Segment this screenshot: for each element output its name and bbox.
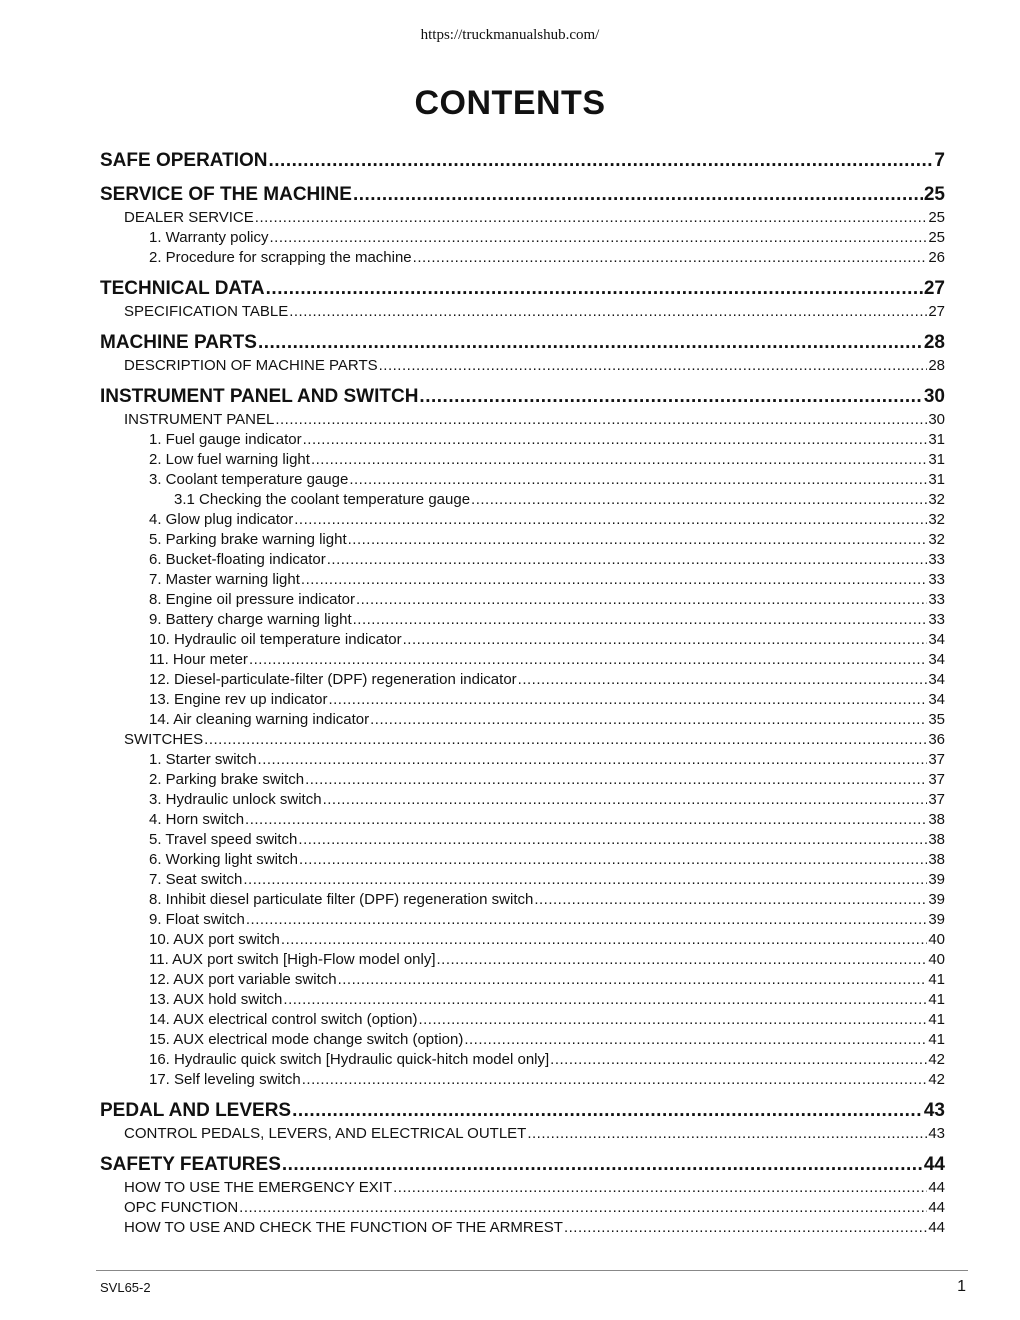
toc-entry-title: 10. Hydraulic oil temperature indicator [149, 631, 402, 648]
toc-entry[interactable] [100, 730, 945, 750]
dot-leader [327, 550, 928, 570]
toc-entry-page: 43 [923, 1100, 945, 1121]
toc-entry[interactable] [100, 910, 945, 930]
toc-entry[interactable] [100, 590, 945, 610]
toc-entry[interactable] [100, 630, 945, 650]
toc-entry-title: 7. Master warning light [149, 571, 300, 588]
toc-entry[interactable] [100, 790, 945, 810]
toc-entry[interactable] [100, 208, 945, 228]
footer-model: SVL65-2 [100, 1280, 151, 1295]
toc-entry-title: 7. Seat switch [149, 871, 243, 888]
toc-entry[interactable] [100, 650, 945, 670]
dot-leader [299, 850, 927, 870]
toc-entry-title: 13. AUX hold switch [149, 991, 283, 1008]
toc-entry[interactable] [100, 1030, 945, 1050]
toc-entry[interactable] [100, 1198, 945, 1218]
toc-entry-title: 1. Warranty policy [149, 229, 269, 246]
dot-leader [281, 930, 927, 950]
toc-entry-page: 27 [923, 278, 945, 299]
toc-entry-page: 39 [928, 871, 945, 888]
dot-leader [282, 1152, 923, 1178]
toc-entry[interactable] [100, 510, 945, 530]
toc-entry-page: 33 [928, 571, 945, 588]
toc-entry-title: 4. Horn switch [149, 811, 245, 828]
toc-entry[interactable] [100, 770, 945, 790]
toc-entry-title: 9. Battery charge warning light [149, 611, 352, 628]
toc-entry[interactable] [100, 410, 945, 430]
table-of-contents [100, 148, 945, 1238]
footer-divider [96, 1270, 968, 1271]
toc-entry-page: 37 [928, 791, 945, 808]
toc-entry-page: 28 [923, 332, 945, 353]
toc-entry-page: 41 [928, 991, 945, 1008]
toc-entry-page: 30 [928, 411, 945, 428]
toc-entry-page: 43 [928, 1125, 945, 1142]
dot-leader [246, 910, 927, 930]
toc-entry-page: 30 [923, 386, 945, 407]
dot-leader [258, 750, 928, 770]
toc-entry[interactable] [100, 870, 945, 890]
dot-leader [379, 356, 928, 376]
toc-entry[interactable] [100, 228, 945, 248]
toc-entry-page: 41 [928, 1011, 945, 1028]
toc-entry-title: 8. Inhibit diesel particulate filter (DPF) regeneration switch [149, 891, 534, 908]
toc-entry-title: 11. Hour meter [149, 651, 248, 668]
toc-entry-page: 44 [928, 1179, 945, 1196]
dot-leader [418, 1010, 927, 1030]
toc-entry[interactable] [100, 950, 945, 970]
toc-entry[interactable] [100, 1218, 945, 1238]
toc-entry-page: 38 [928, 811, 945, 828]
dot-leader [289, 302, 927, 322]
toc-entry[interactable] [100, 710, 945, 730]
dot-leader [356, 590, 927, 610]
dot-leader [349, 470, 927, 490]
toc-entry-page: 37 [928, 771, 945, 788]
toc-entry[interactable] [100, 570, 945, 590]
toc-entry[interactable] [100, 670, 945, 690]
dot-leader [266, 276, 923, 302]
toc-entry-page: 27 [928, 303, 945, 320]
toc-entry-title: 10. AUX port switch [149, 931, 280, 948]
toc-section-entry[interactable] [100, 276, 945, 302]
dot-leader [239, 1198, 927, 1218]
toc-entry[interactable] [100, 750, 945, 770]
toc-entry-page: 25 [923, 184, 945, 205]
dot-leader [353, 182, 923, 208]
toc-entry-title: INSTRUMENT PANEL AND SWITCH [100, 386, 419, 407]
toc-entry[interactable] [100, 970, 945, 990]
toc-entry-title: 9. Float switch [149, 911, 245, 928]
dot-leader [245, 810, 927, 830]
toc-entry-page: 26 [928, 249, 945, 266]
toc-entry-title: HOW TO USE THE EMERGENCY EXIT [124, 1179, 393, 1196]
toc-entry-page: 40 [928, 951, 945, 968]
toc-entry-title: 1. Starter switch [149, 751, 257, 768]
toc-entry[interactable] [100, 690, 945, 710]
toc-section-entry[interactable] [100, 384, 945, 410]
toc-entry[interactable] [100, 430, 945, 450]
toc-entry-page: 34 [928, 651, 945, 668]
toc-entry-title: 12. Diesel-particulate-filter (DPF) regeneration indicator [149, 671, 517, 688]
toc-entry-title: 6. Working light switch [149, 851, 298, 868]
toc-entry-page: 25 [928, 209, 945, 226]
toc-entry-title: 13. Engine rev up indicator [149, 691, 328, 708]
toc-entry-title: 6. Bucket-floating indicator [149, 551, 326, 568]
toc-entry-page: 28 [928, 357, 945, 374]
dot-leader [338, 970, 928, 990]
dot-leader [204, 730, 927, 750]
toc-entry-title: 2. Parking brake switch [149, 771, 305, 788]
toc-entry-page: 36 [928, 731, 945, 748]
toc-entry-page: 39 [928, 911, 945, 928]
toc-entry-page: 7 [934, 150, 945, 171]
toc-entry-page: 31 [928, 471, 945, 488]
toc-section-entry[interactable] [100, 182, 945, 208]
toc-entry-page: 33 [928, 591, 945, 608]
toc-entry-title: DEALER SERVICE [124, 209, 254, 226]
toc-entry-page: 44 [923, 1154, 945, 1175]
toc-entry[interactable] [100, 356, 945, 376]
footer-page-number: 1 [957, 1278, 966, 1295]
toc-entry[interactable] [100, 850, 945, 870]
toc-entry-title: 2. Low fuel warning light [149, 451, 310, 468]
toc-entry-page: 42 [928, 1071, 945, 1088]
dot-leader [298, 830, 927, 850]
toc-entry[interactable] [100, 610, 945, 630]
dot-leader [258, 330, 923, 356]
toc-entry-title: 3.1 Checking the coolant temperature gauge [174, 491, 471, 508]
dot-leader [301, 570, 927, 590]
toc-entry-title: 12. AUX port variable switch [149, 971, 337, 988]
dot-leader [269, 148, 934, 174]
toc-entry[interactable] [100, 810, 945, 830]
toc-entry-page: 42 [928, 1051, 945, 1068]
toc-entry-title: 15. AUX electrical mode change switch (option) [149, 1031, 464, 1048]
toc-entry[interactable] [100, 470, 945, 490]
dot-leader [464, 1030, 927, 1050]
page-title: CONTENTS [414, 84, 606, 122]
dot-leader [534, 890, 927, 910]
toc-entry-page: 33 [928, 551, 945, 568]
toc-entry-page: 32 [928, 531, 945, 548]
toc-entry-title: TECHNICAL DATA [100, 278, 265, 299]
toc-entry[interactable] [100, 302, 945, 322]
toc-section-entry[interactable] [100, 330, 945, 356]
toc-entry-title: SPECIFICATION TABLE [124, 303, 289, 320]
toc-entry-title: 11. AUX port switch [High-Flow model only] [149, 951, 436, 968]
dot-leader [471, 490, 927, 510]
toc-entry-page: 32 [928, 511, 945, 528]
dot-leader [328, 690, 927, 710]
toc-entry[interactable] [100, 830, 945, 850]
toc-section-entry[interactable] [100, 148, 945, 174]
dot-leader [275, 410, 927, 430]
dot-leader [518, 670, 928, 690]
dot-leader [292, 1098, 923, 1124]
toc-entry[interactable] [100, 1070, 945, 1090]
dot-leader [283, 990, 927, 1010]
toc-entry-page: 38 [928, 831, 945, 848]
dot-leader [550, 1050, 927, 1070]
dot-leader [348, 530, 928, 550]
toc-entry-page: 31 [928, 431, 945, 448]
toc-entry-page: 34 [928, 671, 945, 688]
dot-leader [302, 1070, 928, 1090]
toc-entry-page: 32 [928, 491, 945, 508]
toc-entry-title: OPC FUNCTION [124, 1199, 239, 1216]
dot-leader [403, 630, 928, 650]
toc-section-entry[interactable] [100, 1152, 945, 1178]
dot-leader [303, 430, 928, 450]
toc-entry-page: 33 [928, 611, 945, 628]
toc-entry-title: MACHINE PARTS [100, 332, 257, 353]
toc-entry[interactable] [100, 990, 945, 1010]
toc-entry-title: 5. Parking brake warning light [149, 531, 347, 548]
toc-entry[interactable] [100, 1178, 945, 1198]
toc-entry-title: 5. Travel speed switch [149, 831, 298, 848]
dot-leader [294, 510, 927, 530]
dot-leader [323, 790, 928, 810]
toc-entry-page: 34 [928, 631, 945, 648]
toc-entry-title: HOW TO USE AND CHECK THE FUNCTION OF THE ARMREST [124, 1219, 563, 1236]
toc-entry-title: 16. Hydraulic quick switch [Hydraulic quick-hitch model only] [149, 1051, 550, 1068]
toc-entry-page: 39 [928, 891, 945, 908]
toc-entry-title: 8. Engine oil pressure indicator [149, 591, 355, 608]
toc-entry-page: 31 [928, 451, 945, 468]
dot-leader [243, 870, 927, 890]
toc-entry-page: 41 [928, 1031, 945, 1048]
dot-leader [564, 1218, 927, 1238]
dot-leader [353, 610, 928, 630]
toc-entry-page: 41 [928, 971, 945, 988]
toc-entry-title: 3. Hydraulic unlock switch [149, 791, 322, 808]
toc-entry-title: 14. Air cleaning warning indicator [149, 711, 370, 728]
toc-entry-page: 44 [928, 1219, 945, 1236]
dot-leader [311, 450, 927, 470]
toc-entry-title: SERVICE OF THE MACHINE [100, 184, 352, 205]
dot-leader [305, 770, 927, 790]
dot-leader [370, 710, 927, 730]
toc-entry-title: SAFE OPERATION [100, 150, 268, 171]
dot-leader [437, 950, 928, 970]
toc-section-entry[interactable] [100, 1098, 945, 1124]
dot-leader [419, 384, 922, 410]
toc-entry-title: PEDAL AND LEVERS [100, 1100, 292, 1121]
toc-entry-title: 4. Glow plug indicator [149, 511, 294, 528]
toc-entry-title: SAFETY FEATURES [100, 1154, 281, 1175]
toc-entry-page: 37 [928, 751, 945, 768]
dot-leader [255, 208, 928, 228]
dot-leader [249, 650, 927, 670]
toc-entry[interactable] [100, 530, 945, 550]
toc-entry-title: 3. Coolant temperature gauge [149, 471, 349, 488]
source-url[interactable]: https://truckmanualshub.com/ [420, 27, 600, 43]
toc-entry-page: 34 [928, 691, 945, 708]
toc-entry-title: 14. AUX electrical control switch (option) [149, 1011, 418, 1028]
toc-entry-page: 25 [928, 229, 945, 246]
toc-entry-page: 40 [928, 931, 945, 948]
toc-entry-page: 44 [928, 1199, 945, 1216]
toc-entry[interactable] [100, 930, 945, 950]
dot-leader [413, 248, 928, 268]
dot-leader [269, 228, 927, 248]
toc-entry[interactable] [100, 1010, 945, 1030]
toc-entry-title: CONTROL PEDALS, LEVERS, AND ELECTRICAL OUTLET [124, 1125, 527, 1142]
dot-leader [393, 1178, 927, 1198]
toc-entry-title: INSTRUMENT PANEL [124, 411, 275, 428]
toc-entry-title: SWITCHES [124, 731, 204, 748]
toc-entry[interactable] [100, 890, 945, 910]
toc-entry-page: 35 [928, 711, 945, 728]
toc-entry[interactable] [100, 450, 945, 470]
toc-entry-page: 38 [928, 851, 945, 868]
toc-entry-title: DESCRIPTION OF MACHINE PARTS [124, 357, 378, 374]
dot-leader [527, 1124, 927, 1144]
toc-entry-title: 2. Procedure for scrapping the machine [149, 249, 412, 266]
toc-entry[interactable] [100, 248, 945, 268]
toc-entry-title: 17. Self leveling switch [149, 1071, 301, 1088]
toc-entry-title: 1. Fuel gauge indicator [149, 431, 302, 448]
toc-entry[interactable] [100, 550, 945, 570]
toc-entry[interactable] [100, 1124, 945, 1144]
toc-entry[interactable] [100, 490, 945, 510]
toc-entry[interactable] [100, 1050, 945, 1070]
